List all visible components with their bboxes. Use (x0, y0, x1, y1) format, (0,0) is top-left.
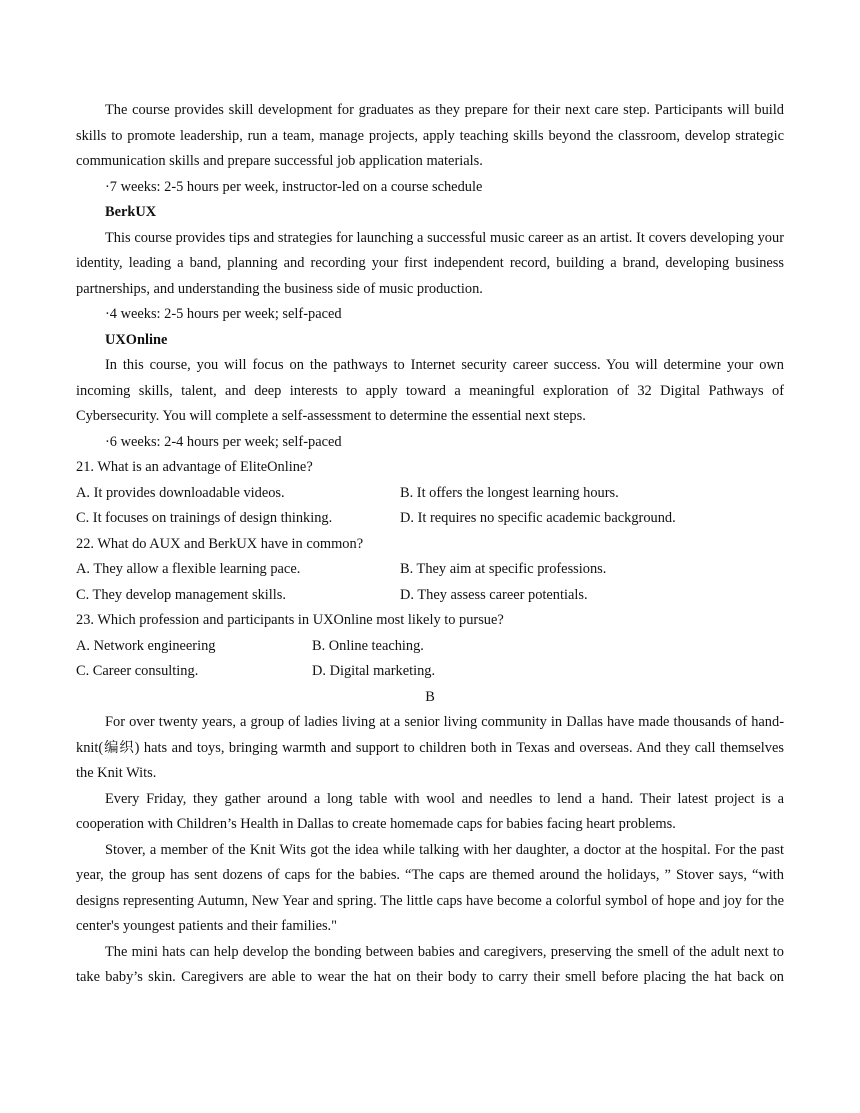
course-description: The course provides skill development for graduates as they prepare for their next care step. Participants will build skills to promote leadership, run a team, manage projects, apply teaching skills beyond the classroom, develop strategic communication skills and prepare successful job application materials. (76, 102, 784, 169)
option-b: B. They aim at specific professions. (400, 561, 607, 577)
course-title: BerkUX (105, 204, 157, 220)
passage-paragraph: Every Friday, they gather around a long table with wool and needles to lend a hand. Their latest project is a cooperation with Children’s Health in Dallas to create homemade caps for babies facing heart problems. (76, 790, 784, 832)
option-b: B. It offers the longest learning hours. (400, 484, 619, 501)
course-schedule: ·4 weeks: 2-5 hours per week; self-paced (105, 306, 342, 322)
option-c: C. Career consulting. (76, 663, 199, 679)
option-row (76, 557, 784, 583)
question-stem: 21. What is an advantage of EliteOnline? (76, 459, 313, 475)
section-label: B (425, 688, 435, 705)
option-row (76, 659, 784, 685)
option-d: D. It requires no specific academic background. (400, 510, 676, 526)
option-row (76, 506, 784, 532)
course-schedule: ·6 weeks: 2-4 hours per week; self-paced (105, 433, 342, 450)
page-content (76, 98, 784, 991)
course-title: UXOnline (105, 331, 168, 348)
passage-paragraph: Stover, a member of the Knit Wits got the idea while talking with her daughter, a doctor at the hospital. For the past year, the group has sent dozens of caps for the babies. “The caps are themed around the holidays, ” Stover says, “with designs representing Autumn, New Year and spring. The little caps have become a colorful symbol of hope and joy for the center's youngest patients and their families." (76, 841, 784, 934)
course-description: This course provides tips and strategies for launching a successful music career as an artist. It covers developing your identity, leading a band, planning and recording your first independent record, building a brand, developing business partnerships, and understanding the business side of music production. (76, 229, 784, 297)
question-stem: 23. Which profession and participants in UXOnline most likely to pursue? (76, 612, 504, 628)
option-b: B. Online teaching. (312, 637, 424, 654)
question-stem: 22. What do AUX and BerkUX have in common? (76, 535, 364, 552)
option-c: C. They develop management skills. (76, 586, 286, 603)
option-c: C. It focuses on trainings of design thinking. (76, 510, 333, 526)
option-d: D. Digital marketing. (312, 663, 436, 679)
option-row (76, 634, 784, 660)
course-schedule: ·7 weeks: 2-5 hours per week, instructor-led on a course schedule (105, 178, 483, 195)
course-description: In this course, you will focus on the pathways to Internet security career success. You will determine your own incoming skills, talent, and deep interests to apply toward a meaningful exploration of 32 Digital Pathways of Cybersecurity. You will complete a self-assessment to determine the essential next steps. (76, 357, 784, 424)
option-a: A. Network engineering (76, 637, 216, 654)
option-row (76, 583, 784, 609)
option-row (76, 481, 784, 507)
option-d: D. They assess career potentials. (400, 586, 588, 603)
option-a: A. They allow a flexible learning pace. (76, 561, 301, 577)
option-a: A. It provides downloadable videos. (76, 484, 285, 501)
passage-paragraph: The mini hats can help develop the bonding between babies and caregivers, preserving the smell of the adult next to take baby’s skin. Caregivers are able to wear the hat on their body to carry their smell before placing the hat back on (76, 943, 784, 985)
passage-paragraph: For over twenty years, a group of ladies living at a senior living community in Dallas have made thousands of hand-knit(编织) hats and toys, bringing warmth and support to children both in Texas and overseas. And they call themselves the Knit Wits. (76, 714, 784, 781)
